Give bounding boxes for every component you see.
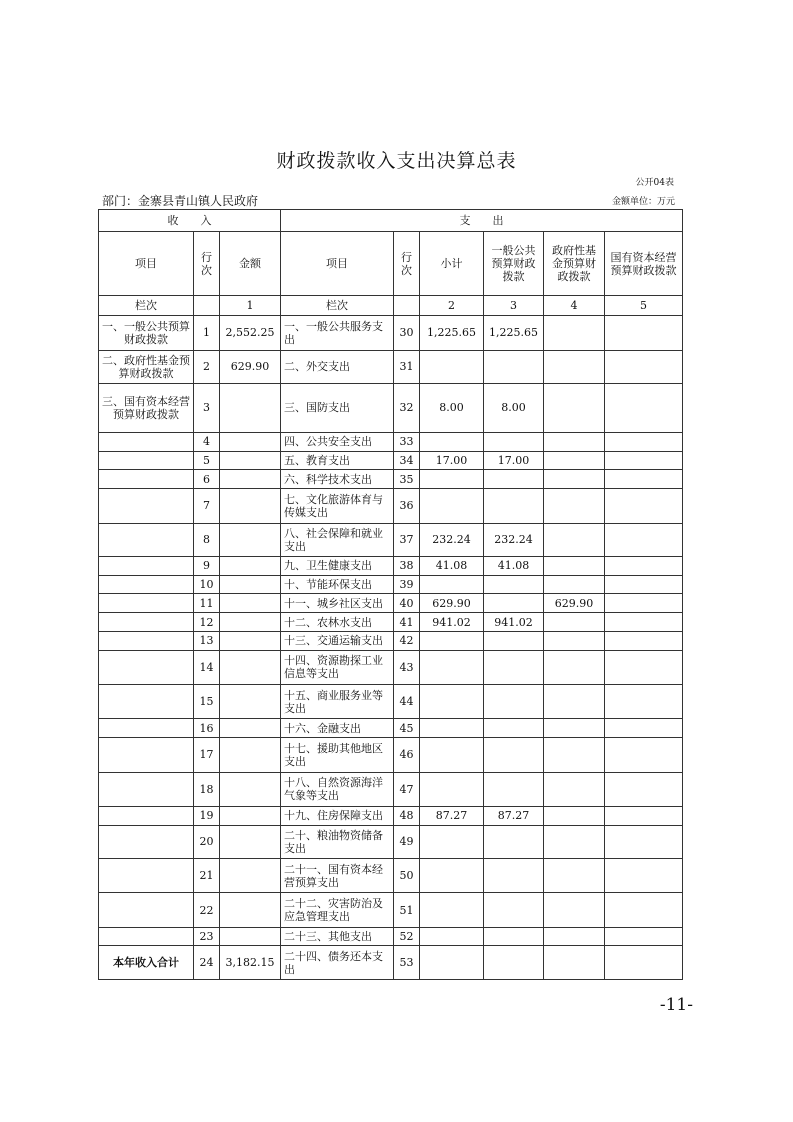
gov-fund-amount [544,613,605,632]
expense-line: 31 [394,350,420,383]
general-budget-amount [484,825,544,858]
general-budget-amount: 17.00 [484,451,544,470]
expense-subtotal: 629.90 [420,594,484,613]
gov-fund-header: 政府性基金预算财政拨款 [544,231,605,296]
expense-item: 十三、交通运输支出 [281,631,394,650]
expense-line: 34 [394,451,420,470]
income-amount [220,806,281,825]
table-row [99,946,683,980]
expense-item: 五、教育支出 [281,451,394,470]
income-item-header: 项目 [99,231,194,296]
income-item [99,470,194,489]
gov-fund-amount [544,451,605,470]
expense-line: 38 [394,556,420,575]
expense-line: 46 [394,738,420,772]
gov-fund-amount [544,858,605,892]
state-capital-amount [605,432,683,451]
expense-subtotal [420,825,484,858]
income-item [99,719,194,738]
income-item [99,613,194,632]
income-item [99,650,194,684]
expense-line: 41 [394,613,420,632]
income-line: 14 [194,650,220,684]
expense-item: 十一、城乡社区支出 [281,594,394,613]
general-budget-amount [484,432,544,451]
expense-line: 42 [394,631,420,650]
expense-item: 二十一、国有资本经营预算支出 [281,858,394,892]
expense-subtotal [420,631,484,650]
income-amount [220,825,281,858]
table-row [99,927,683,946]
expense-item: 二十、粮油物资储备支出 [281,825,394,858]
gov-fund-amount [544,946,605,980]
expense-subtotal [420,772,484,806]
income-line: 10 [194,575,220,594]
general-budget-amount: 1,225.65 [484,316,544,350]
income-line: 11 [194,594,220,613]
expense-subtotal: 1,225.65 [420,316,484,350]
expense-line: 53 [394,946,420,980]
expense-item-header: 项目 [281,231,394,296]
general-budget-amount: 87.27 [484,806,544,825]
gov-fund-amount: 629.90 [544,594,605,613]
table-row [99,575,683,594]
state-capital-amount [605,946,683,980]
income-line: 9 [194,556,220,575]
income-line: 18 [194,772,220,806]
income-amount-header: 金额 [220,231,281,296]
gov-fund-amount [544,350,605,383]
gov-fund-amount [544,383,605,432]
budget-summary-table [98,209,683,980]
table-row [99,738,683,772]
income-amount [220,556,281,575]
state-capital-amount [605,893,683,927]
expense-column-label: 栏次 [281,296,394,316]
gov-fund-amount [544,685,605,719]
gov-fund-amount [544,470,605,489]
expense-line: 51 [394,893,420,927]
general-budget-amount [484,927,544,946]
expense-item: 三、国防支出 [281,383,394,432]
state-capital-amount [605,523,683,556]
income-line: 6 [194,470,220,489]
expense-item: 八、社会保障和就业支出 [281,523,394,556]
general-budget-amount [484,738,544,772]
table-row [99,432,683,451]
page-number: -11- [659,995,693,1015]
column-number-row [99,296,683,316]
expense-line: 33 [394,432,420,451]
general-budget-amount [484,575,544,594]
expense-subtotal [420,470,484,489]
expense-line: 37 [394,523,420,556]
expense-item: 二、外交支出 [281,350,394,383]
income-item [99,523,194,556]
expense-line: 48 [394,806,420,825]
expense-line-header: 行次 [394,231,420,296]
general-budget-amount [484,489,544,523]
state-capital-amount [605,489,683,523]
state-capital-amount [605,383,683,432]
income-item [99,575,194,594]
income-amount [220,893,281,927]
income-item: 本年收入合计 [99,946,194,980]
state-capital-amount [605,451,683,470]
gov-fund-amount [544,806,605,825]
general-budget-amount: 8.00 [484,383,544,432]
expense-subtotal: 232.24 [420,523,484,556]
income-amount [220,650,281,684]
state-capital-amount [605,556,683,575]
income-item [99,556,194,575]
income-amount: 3,182.15 [220,946,281,980]
expense-line: 47 [394,772,420,806]
state-capital-amount [605,858,683,892]
state-capital-amount [605,685,683,719]
state-capital-amount [605,594,683,613]
expense-subtotal [420,858,484,892]
income-amount [220,523,281,556]
income-line: 1 [194,316,220,350]
column-header-row [99,231,683,296]
income-item [99,685,194,719]
income-item [99,738,194,772]
table-row [99,893,683,927]
income-line: 8 [194,523,220,556]
income-line: 22 [194,893,220,927]
expense-item: 七、文化旅游体育与传媒支出 [281,489,394,523]
income-line: 23 [194,927,220,946]
income-item [99,825,194,858]
income-amount [220,451,281,470]
income-amount [220,719,281,738]
income-header: 收 入 [99,210,281,232]
table-row [99,451,683,470]
general-budget-amount [484,350,544,383]
expense-subtotal: 41.08 [420,556,484,575]
general-budget-amount [484,650,544,684]
general-budget-amount [484,631,544,650]
gov-fund-amount [544,489,605,523]
income-item [99,858,194,892]
expense-item: 十四、资源勘探工业信息等支出 [281,650,394,684]
state-capital-amount [605,927,683,946]
income-item [99,451,194,470]
income-item [99,806,194,825]
table-row [99,316,683,350]
state-capital-amount [605,738,683,772]
income-column-label: 栏次 [99,296,194,316]
gov-fund-amount [544,719,605,738]
income-line: 12 [194,613,220,632]
state-capital-amount [605,350,683,383]
table-row [99,470,683,489]
expense-item: 二十四、债务还本支出 [281,946,394,980]
expense-subtotal [420,893,484,927]
general-budget-amount [484,893,544,927]
expense-subtotal [420,719,484,738]
table-row [99,594,683,613]
income-line: 13 [194,631,220,650]
expense-item: 十五、商业服务业等支出 [281,685,394,719]
income-item [99,772,194,806]
income-line-header: 行次 [194,231,220,296]
income-item: 一、一般公共预算财政拨款 [99,316,194,350]
income-amount: 629.90 [220,350,281,383]
expense-line: 44 [394,685,420,719]
income-amount [220,772,281,806]
expense-line: 32 [394,383,420,432]
empty-cell [394,296,420,316]
gov-fund-amount [544,556,605,575]
income-item [99,927,194,946]
expense-item: 九、卫生健康支出 [281,556,394,575]
expense-header: 支 出 [281,210,683,232]
income-item: 二、政府性基金预算财政拨款 [99,350,194,383]
income-line: 3 [194,383,220,432]
table-row [99,613,683,632]
income-line: 20 [194,825,220,858]
expense-subtotal: 17.00 [420,451,484,470]
expense-line: 36 [394,489,420,523]
general-budget-amount [484,685,544,719]
state-capital-header: 国有资本经营预算财政拨款 [605,231,683,296]
income-amount [220,575,281,594]
expense-subtotal: 8.00 [420,383,484,432]
income-line: 5 [194,451,220,470]
expense-item: 十九、住房保障支出 [281,806,394,825]
expense-line: 49 [394,825,420,858]
expense-line: 39 [394,575,420,594]
general-budget-amount [484,772,544,806]
income-amount [220,927,281,946]
expense-item: 一、一般公共服务支出 [281,316,394,350]
income-line: 21 [194,858,220,892]
expense-item: 十、节能环保支出 [281,575,394,594]
income-amount [220,489,281,523]
income-amount [220,613,281,632]
expense-line: 40 [394,594,420,613]
expense-line: 52 [394,927,420,946]
expense-subtotal [420,575,484,594]
state-capital-amount [605,470,683,489]
general-budget-amount [484,858,544,892]
income-amount: 2,552.25 [220,316,281,350]
expense-subtotal [420,489,484,523]
table-row [99,719,683,738]
gov-fund-amount [544,316,605,350]
expense-item: 十二、农林水支出 [281,613,394,632]
income-item [99,432,194,451]
expense-line: 35 [394,470,420,489]
gov-fund-amount [544,432,605,451]
income-line: 15 [194,685,220,719]
income-item [99,631,194,650]
expense-subtotal [420,432,484,451]
expense-item: 六、科学技术支出 [281,470,394,489]
expense-item: 十七、援助其他地区支出 [281,738,394,772]
income-amount [220,631,281,650]
table-row [99,806,683,825]
expense-subtotal [420,738,484,772]
expense-line: 43 [394,650,420,684]
gov-fund-amount [544,772,605,806]
income-item [99,489,194,523]
col-num-2: 2 [420,296,484,316]
page-title: 财政拨款收入支出决算总表 [276,150,517,172]
general-budget-amount [484,946,544,980]
state-capital-amount [605,825,683,858]
gov-fund-amount [544,631,605,650]
income-item [99,594,194,613]
expense-line: 50 [394,858,420,892]
expense-line: 30 [394,316,420,350]
expense-item: 二十二、灾害防治及应急管理支出 [281,893,394,927]
expense-item: 二十三、其他支出 [281,927,394,946]
gov-fund-amount [544,575,605,594]
table-row [99,489,683,523]
department-label: 部门：金寨县青山镇人民政府 [102,194,259,208]
table-row [99,650,683,684]
state-capital-amount [605,719,683,738]
expense-subtotal: 941.02 [420,613,484,632]
general-budget-amount: 41.08 [484,556,544,575]
expense-subtotal: 87.27 [420,806,484,825]
form-number: 公开04表 [635,178,674,188]
table-row [99,858,683,892]
income-line: 7 [194,489,220,523]
general-budget-amount: 232.24 [484,523,544,556]
expense-item: 四、公共安全支出 [281,432,394,451]
income-amount [220,858,281,892]
general-budget-amount [484,594,544,613]
gov-fund-amount [544,825,605,858]
income-item: 三、国有资本经营预算财政拨款 [99,383,194,432]
state-capital-amount [605,316,683,350]
gov-fund-amount [544,523,605,556]
amount-unit-label: 金额单位：万元 [611,197,675,207]
general-budget-header: 一般公共预算财政拨款 [484,231,544,296]
section-header-row [99,210,683,232]
col-num-1: 1 [220,296,281,316]
state-capital-amount [605,772,683,806]
general-budget-amount [484,719,544,738]
income-line: 17 [194,738,220,772]
expense-subtotal [420,650,484,684]
income-line: 2 [194,350,220,383]
state-capital-amount [605,806,683,825]
income-line: 4 [194,432,220,451]
gov-fund-amount [544,927,605,946]
income-amount [220,432,281,451]
col-num-5: 5 [605,296,683,316]
income-line: 19 [194,806,220,825]
table-row [99,772,683,806]
general-budget-amount: 941.02 [484,613,544,632]
gov-fund-amount [544,738,605,772]
state-capital-amount [605,575,683,594]
general-budget-amount [484,470,544,489]
income-amount [220,594,281,613]
income-amount [220,738,281,772]
expense-subtotal [420,927,484,946]
expense-item: 十六、金融支出 [281,719,394,738]
expense-subtotal [420,350,484,383]
income-amount [220,470,281,489]
expense-subtotal [420,946,484,980]
col-num-4: 4 [544,296,605,316]
expense-line: 45 [394,719,420,738]
gov-fund-amount [544,650,605,684]
subtotal-header: 小计 [420,231,484,296]
income-line: 24 [194,946,220,980]
expense-subtotal [420,685,484,719]
table-row [99,350,683,383]
col-num-3: 3 [484,296,544,316]
income-item [99,893,194,927]
table-row [99,685,683,719]
table-row [99,825,683,858]
table-row [99,523,683,556]
income-line: 16 [194,719,220,738]
table-row [99,631,683,650]
gov-fund-amount [544,893,605,927]
income-amount [220,383,281,432]
state-capital-amount [605,613,683,632]
table-row [99,556,683,575]
expense-item: 十八、自然资源海洋气象等支出 [281,772,394,806]
table-row [99,383,683,432]
empty-cell [194,296,220,316]
income-amount [220,685,281,719]
state-capital-amount [605,650,683,684]
state-capital-amount [605,631,683,650]
